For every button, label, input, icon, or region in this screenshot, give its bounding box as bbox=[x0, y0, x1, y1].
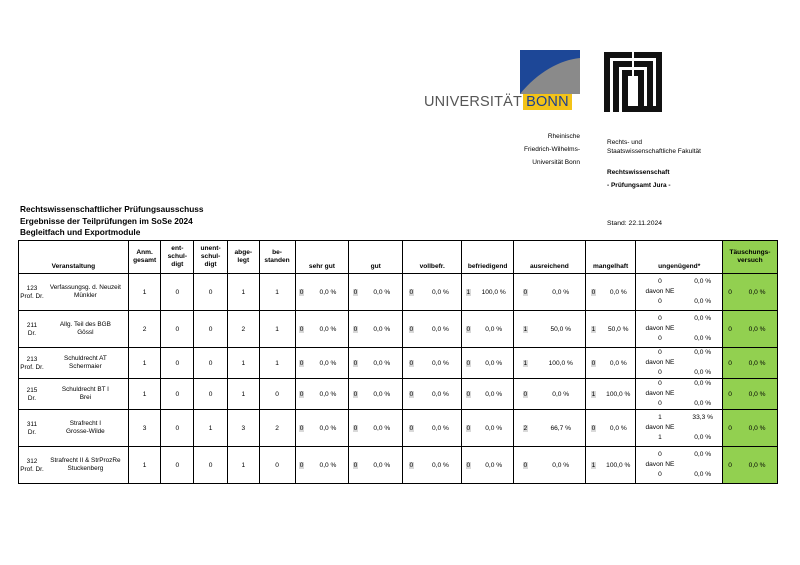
taeuschung-count: 0 bbox=[722, 311, 737, 348]
lecture-number: 311 bbox=[26, 421, 38, 428]
bestanden-value: 0 bbox=[259, 379, 295, 410]
ausreichend-percent: 50,0 % bbox=[537, 311, 586, 348]
befriedigend-count: 0 bbox=[462, 447, 475, 484]
davon-ne-label: davon NE bbox=[645, 359, 675, 366]
gut-count: 0 bbox=[349, 311, 362, 348]
gut-percent: 0,0 % bbox=[361, 379, 402, 410]
ungenuegend-percent bbox=[683, 410, 722, 447]
anm-gesamt-value: 3 bbox=[128, 410, 161, 447]
entschuldigt-value: 0 bbox=[161, 348, 194, 379]
unentschuldigt-value: 0 bbox=[194, 274, 228, 311]
lecture-cell bbox=[19, 410, 129, 447]
befriedigend-count: 0 bbox=[462, 311, 475, 348]
vollbefr-percent: 0,0 % bbox=[420, 379, 462, 410]
table-row bbox=[19, 447, 778, 484]
lecture-name: Strafrecht II & StrProzRe bbox=[50, 457, 121, 464]
mangelhaft-count: 1 bbox=[585, 311, 601, 348]
davon-ne-label: davon NE bbox=[645, 461, 675, 468]
lecture-name: Strafrecht I bbox=[69, 420, 102, 427]
lecture-cell bbox=[19, 447, 129, 484]
vollbefr-count: 0 bbox=[403, 447, 420, 484]
ausreichend-count: 1 bbox=[513, 311, 536, 348]
abgelegt-value: 1 bbox=[227, 348, 259, 379]
lecturer-name: Schermaier bbox=[69, 362, 102, 370]
mangelhaft-percent: 100,0 % bbox=[601, 447, 636, 484]
table-row bbox=[19, 410, 778, 447]
col-befriedigend: befriedigend bbox=[462, 241, 514, 274]
ungenuegend-percent-value: 0,0 % bbox=[694, 349, 712, 356]
ungenuegend-percent bbox=[683, 311, 722, 348]
ausreichend-count: 0 bbox=[513, 379, 536, 410]
title-committee: Rechtswissenschaftlicher Prüfungsausschuss bbox=[20, 204, 204, 214]
ausreichend-percent: 0,0 % bbox=[537, 274, 586, 311]
table-row bbox=[19, 379, 778, 410]
davon-ne-percent: 0,0 % bbox=[694, 471, 712, 478]
davon-ne-percent: 0,0 % bbox=[694, 400, 712, 407]
col-gut: gut bbox=[349, 241, 403, 274]
ungenuegend-count-value: 1 bbox=[658, 414, 662, 421]
ungenuegend-count bbox=[636, 274, 683, 311]
entschuldigt-value: 0 bbox=[161, 274, 194, 311]
mangelhaft-count: 0 bbox=[585, 410, 601, 447]
unentschuldigt-value: 0 bbox=[194, 348, 228, 379]
ungenuegend-count-value: 0 bbox=[658, 451, 662, 458]
faculty-logo-icon bbox=[604, 52, 662, 112]
befriedigend-percent: 0,0 % bbox=[474, 410, 513, 447]
sehr-gut-percent: 0,0 % bbox=[308, 348, 349, 379]
unentschuldigt-value: 1 bbox=[194, 410, 228, 447]
lecture-number: 312 bbox=[26, 458, 38, 465]
vollbefr-percent: 0,0 % bbox=[420, 274, 462, 311]
status-date: Stand: 22.11.2024 bbox=[607, 220, 663, 227]
bestanden-value: 1 bbox=[259, 348, 295, 379]
university-address bbox=[500, 130, 580, 169]
address-line: Universität Bonn bbox=[532, 159, 580, 166]
ungenuegend-count-value: 0 bbox=[658, 278, 662, 285]
davon-ne-label: davon NE bbox=[645, 424, 675, 431]
gut-count: 0 bbox=[349, 379, 362, 410]
davon-ne-count: 0 bbox=[658, 335, 662, 342]
address-line: Rheinische bbox=[547, 133, 580, 140]
lecture-name: Schuldrecht BT I bbox=[61, 386, 109, 393]
bestanden-value: 1 bbox=[259, 274, 295, 311]
bestanden-value: 2 bbox=[259, 410, 295, 447]
anm-gesamt-value: 1 bbox=[128, 379, 161, 410]
mangelhaft-percent: 100,0 % bbox=[601, 379, 636, 410]
bonn-logo-wordmark: UNIVERSITÄT BONN bbox=[424, 94, 584, 112]
davon-ne-count: 0 bbox=[658, 400, 662, 407]
gut-count: 0 bbox=[349, 348, 362, 379]
col-entschuldigt: ent-schul-digt bbox=[161, 241, 194, 274]
befriedigend-count: 1 bbox=[462, 274, 475, 311]
vollbefr-percent: 0,0 % bbox=[420, 447, 462, 484]
ungenuegend-count bbox=[636, 311, 683, 348]
befriedigend-count: 0 bbox=[462, 379, 475, 410]
ungenuegend-percent-value: 33,3 % bbox=[692, 414, 713, 421]
ausreichend-count: 2 bbox=[513, 410, 536, 447]
ungenuegend-percent-value: 0,0 % bbox=[694, 380, 712, 387]
sehr-gut-count: 0 bbox=[295, 410, 308, 447]
vollbefr-percent: 0,0 % bbox=[420, 410, 462, 447]
col-bestanden: be-standen bbox=[259, 241, 295, 274]
bestanden-value: 0 bbox=[259, 447, 295, 484]
lecturer-title: Prof. Dr. bbox=[20, 292, 44, 300]
lecture-number: 213 bbox=[26, 356, 38, 363]
mangelhaft-percent: 0,0 % bbox=[601, 274, 636, 311]
university-bonn-logo bbox=[424, 50, 584, 112]
department-name: Rechtswissenschaft bbox=[607, 169, 670, 176]
ungenuegend-count bbox=[636, 410, 683, 447]
ungenuegend-percent-value: 0,0 % bbox=[694, 278, 712, 285]
sehr-gut-count: 0 bbox=[295, 379, 308, 410]
anm-gesamt-value: 1 bbox=[128, 274, 161, 311]
lecture-cell bbox=[19, 348, 129, 379]
header-row bbox=[19, 241, 778, 274]
befriedigend-percent: 0,0 % bbox=[474, 379, 513, 410]
results-table bbox=[18, 240, 778, 484]
davon-ne-count: 0 bbox=[658, 298, 662, 305]
taeuschung-percent: 0,0 % bbox=[737, 379, 777, 410]
davon-ne-count: 1 bbox=[658, 434, 662, 441]
lecture-number: 211 bbox=[26, 322, 38, 329]
ungenuegend-percent bbox=[683, 447, 722, 484]
ungenuegend-count-value: 0 bbox=[658, 380, 662, 387]
ungenuegend-count bbox=[636, 447, 683, 484]
ungenuegend-count bbox=[636, 379, 683, 410]
bestanden-value: 1 bbox=[259, 311, 295, 348]
table-row bbox=[19, 311, 778, 348]
col-anm-gesamt: Anm. gesamt bbox=[128, 241, 161, 274]
anm-gesamt-value: 1 bbox=[128, 348, 161, 379]
vollbefr-count: 0 bbox=[403, 379, 420, 410]
faculty-line: Staatswissenschaftliche Fakultät bbox=[607, 148, 701, 155]
davon-ne-label: davon NE bbox=[645, 325, 675, 332]
ausreichend-percent: 100,0 % bbox=[537, 348, 586, 379]
ungenuegend-count-value: 0 bbox=[658, 349, 662, 356]
unentschuldigt-value: 0 bbox=[194, 447, 228, 484]
lecturer-title: Dr. bbox=[27, 428, 37, 436]
davon-ne-percent: 0,0 % bbox=[694, 369, 712, 376]
lecturer-name: Grosse-Wilde bbox=[66, 427, 105, 435]
vollbefr-count: 0 bbox=[403, 311, 420, 348]
title-results: Ergebnisse der Teilprüfungen im SoSe 2024 bbox=[20, 215, 193, 226]
taeuschung-count: 0 bbox=[722, 447, 737, 484]
vollbefr-count: 0 bbox=[403, 348, 420, 379]
entschuldigt-value: 0 bbox=[161, 410, 194, 447]
sehr-gut-count: 0 bbox=[295, 447, 308, 484]
gut-count: 0 bbox=[349, 447, 362, 484]
befriedigend-count: 0 bbox=[462, 410, 475, 447]
bonn-logo-mark-icon bbox=[520, 50, 580, 94]
unentschuldigt-value: 0 bbox=[194, 311, 228, 348]
befriedigend-percent: 0,0 % bbox=[474, 447, 513, 484]
taeuschung-count: 0 bbox=[722, 348, 737, 379]
davon-ne-count: 0 bbox=[658, 471, 662, 478]
ungenuegend-percent bbox=[683, 379, 722, 410]
sehr-gut-percent: 0,0 % bbox=[308, 274, 349, 311]
unentschuldigt-value: 0 bbox=[194, 379, 228, 410]
col-taeuschungsversuch: Täuschungs-versuch bbox=[722, 241, 777, 274]
sehr-gut-percent: 0,0 % bbox=[308, 410, 349, 447]
taeuschung-percent: 0,0 % bbox=[737, 410, 777, 447]
taeuschung-count: 0 bbox=[722, 274, 737, 311]
ungenuegend-count-value: 0 bbox=[658, 315, 662, 322]
col-vollbefriedigend: vollbefr. bbox=[403, 241, 462, 274]
col-sehr-gut: sehr gut bbox=[295, 241, 349, 274]
ausreichend-percent: 66,7 % bbox=[537, 410, 586, 447]
abgelegt-value: 1 bbox=[227, 379, 259, 410]
taeuschung-percent: 0,0 % bbox=[737, 311, 777, 348]
sehr-gut-percent: 0,0 % bbox=[308, 379, 349, 410]
davon-ne-count: 0 bbox=[658, 369, 662, 376]
taeuschung-count: 0 bbox=[722, 379, 737, 410]
ungenuegend-percent-value: 0,0 % bbox=[694, 315, 712, 322]
lecture-number: 123 bbox=[26, 285, 38, 292]
col-mangelhaft: mangelhaft bbox=[585, 241, 636, 274]
mangelhaft-count: 0 bbox=[585, 348, 601, 379]
vollbefr-percent: 0,0 % bbox=[420, 311, 462, 348]
vollbefr-count: 0 bbox=[403, 410, 420, 447]
befriedigend-percent: 0,0 % bbox=[474, 348, 513, 379]
sehr-gut-count: 0 bbox=[295, 348, 308, 379]
table-row bbox=[19, 348, 778, 379]
lecture-cell bbox=[19, 274, 129, 311]
ausreichend-percent: 0,0 % bbox=[537, 447, 586, 484]
mangelhaft-count: 0 bbox=[585, 274, 601, 311]
lecture-name: Verfassungsg. d. Neuzeit bbox=[49, 284, 121, 291]
vollbefr-percent: 0,0 % bbox=[420, 348, 462, 379]
col-veranstaltung: Veranstaltung bbox=[19, 241, 129, 274]
faculty-line: Rechts- und bbox=[607, 139, 643, 146]
lecture-number: 215 bbox=[26, 387, 38, 394]
mangelhaft-percent: 0,0 % bbox=[601, 410, 636, 447]
entschuldigt-value: 0 bbox=[161, 447, 194, 484]
lecturer-title: Dr. bbox=[27, 329, 37, 337]
lecturer-title: Prof. Dr. bbox=[20, 465, 44, 473]
davon-ne-percent: 0,0 % bbox=[694, 298, 712, 305]
gut-percent: 0,0 % bbox=[361, 447, 402, 484]
davon-ne-label: davon NE bbox=[645, 288, 675, 295]
davon-ne-percent: 0,0 % bbox=[694, 335, 712, 342]
address-line: Friedrich-Wilhelms- bbox=[524, 146, 580, 153]
office-name: - Prüfungsamt Jura - bbox=[607, 182, 671, 189]
col-ausreichend: ausreichend bbox=[513, 241, 585, 274]
anm-gesamt-value: 2 bbox=[128, 311, 161, 348]
ungenuegend-count bbox=[636, 348, 683, 379]
ausreichend-count: 0 bbox=[513, 274, 536, 311]
lecturer-name: Stuckenberg bbox=[67, 464, 104, 472]
sehr-gut-count: 0 bbox=[295, 274, 308, 311]
mangelhaft-percent: 0,0 % bbox=[601, 348, 636, 379]
ausreichend-count: 1 bbox=[513, 348, 536, 379]
gut-percent: 0,0 % bbox=[361, 410, 402, 447]
lecturer-title: Prof. Dr. bbox=[20, 363, 44, 371]
ungenuegend-percent-value: 0,0 % bbox=[694, 451, 712, 458]
sehr-gut-percent: 0,0 % bbox=[308, 447, 349, 484]
anm-gesamt-value: 1 bbox=[128, 447, 161, 484]
col-ungenuegend: ungenügend* bbox=[636, 241, 723, 274]
lecture-name: Allg. Teil des BGB bbox=[59, 321, 111, 328]
lecturer-title: Dr. bbox=[27, 394, 37, 402]
title-module-group: Begleitfach und Exportmodule bbox=[20, 227, 141, 237]
ausreichend-percent: 0,0 % bbox=[537, 379, 586, 410]
lecture-name: Schuldrecht AT bbox=[63, 355, 107, 362]
mangelhaft-count: 1 bbox=[585, 447, 601, 484]
vollbefr-count: 0 bbox=[403, 274, 420, 311]
lecturer-name: Münkler bbox=[74, 291, 97, 299]
befriedigend-count: 0 bbox=[462, 348, 475, 379]
table-row bbox=[19, 274, 778, 311]
gut-percent: 0,0 % bbox=[361, 274, 402, 311]
lecture-cell bbox=[19, 311, 129, 348]
col-abgelegt: abge-legt bbox=[227, 241, 259, 274]
document-title bbox=[20, 204, 204, 239]
ausreichend-count: 0 bbox=[513, 447, 536, 484]
abgelegt-value: 1 bbox=[227, 274, 259, 311]
lecturer-name: Brei bbox=[79, 393, 92, 401]
entschuldigt-value: 0 bbox=[161, 379, 194, 410]
taeuschung-count: 0 bbox=[722, 410, 737, 447]
gut-percent: 0,0 % bbox=[361, 311, 402, 348]
lecturer-name: Gössl bbox=[77, 328, 94, 336]
taeuschung-percent: 0,0 % bbox=[737, 274, 777, 311]
lecture-cell bbox=[19, 379, 129, 410]
gut-count: 0 bbox=[349, 410, 362, 447]
mangelhaft-percent: 50,0 % bbox=[601, 311, 636, 348]
gut-percent: 0,0 % bbox=[361, 348, 402, 379]
befriedigend-percent: 100,0 % bbox=[474, 274, 513, 311]
gut-count: 0 bbox=[349, 274, 362, 311]
taeuschung-percent: 0,0 % bbox=[737, 348, 777, 379]
faculty-address bbox=[607, 138, 757, 190]
abgelegt-value: 3 bbox=[227, 410, 259, 447]
davon-ne-label: davon NE bbox=[645, 390, 675, 397]
sehr-gut-count: 0 bbox=[295, 311, 308, 348]
ungenuegend-percent bbox=[683, 274, 722, 311]
sehr-gut-percent: 0,0 % bbox=[308, 311, 349, 348]
col-unentschuldigt: unent-schul-digt bbox=[194, 241, 228, 274]
abgelegt-value: 2 bbox=[227, 311, 259, 348]
befriedigend-percent: 0,0 % bbox=[474, 311, 513, 348]
abgelegt-value: 1 bbox=[227, 447, 259, 484]
mangelhaft-count: 1 bbox=[585, 379, 601, 410]
entschuldigt-value: 0 bbox=[161, 311, 194, 348]
taeuschung-percent: 0,0 % bbox=[737, 447, 777, 484]
davon-ne-percent: 0,0 % bbox=[694, 434, 712, 441]
ungenuegend-percent bbox=[683, 348, 722, 379]
